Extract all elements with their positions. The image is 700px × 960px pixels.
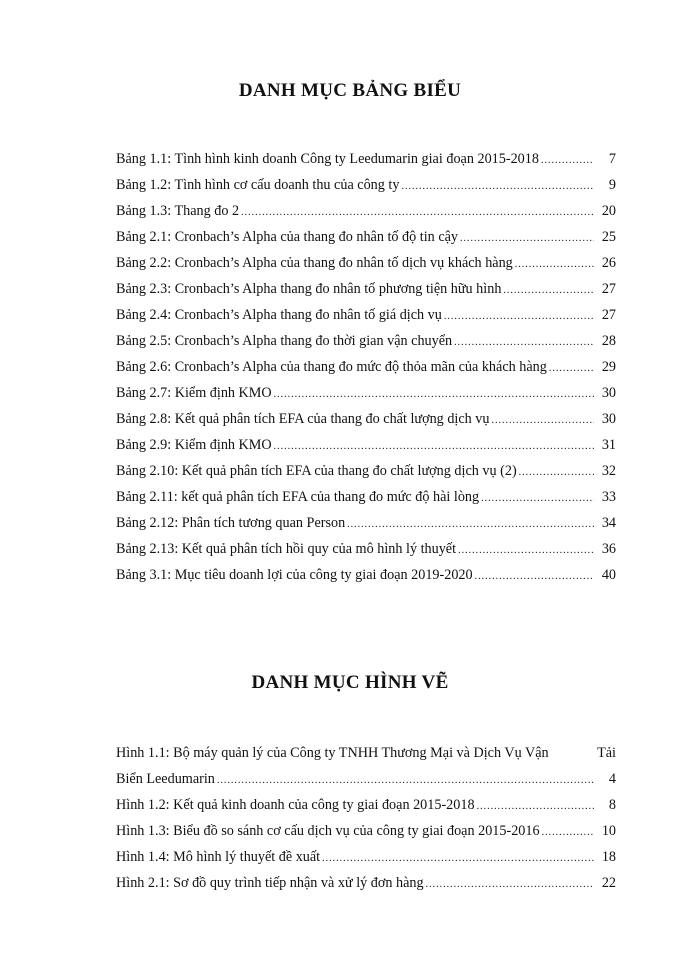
table-entry (116, 536, 616, 562)
table-entry (116, 510, 616, 536)
figure-entry-title-part3: Biển Leedumarin (116, 771, 215, 787)
figure-entry-title: Hình 1.4: Mô hình lý thuyết đề xuất (116, 849, 321, 865)
figure-entry-title-part2: Tải (597, 745, 616, 761)
figure-entry-page: 8 (608, 797, 616, 813)
table-entry (116, 198, 616, 224)
dot-leader (542, 820, 594, 846)
table-entry-title: Bảng 1.2: Tình hình cơ cấu doanh thu của công ty (116, 177, 400, 193)
table-entry-title: Bảng 2.2: Cronbach’s Alpha của thang đo nhân tố dịch vụ khách hàng (116, 255, 513, 271)
dot-leader (454, 330, 594, 356)
table-entry (116, 302, 616, 328)
table-entry (116, 562, 616, 588)
table-entry (116, 328, 616, 354)
table-entry-title: Bảng 2.4: Cronbach’s Alpha thang đo nhân tố giá dịch vụ (116, 307, 442, 323)
table-entry-title: Bảng 2.10: Kết quả phân tích EFA của thang đo chất lượng dịch vụ (2) (116, 463, 517, 479)
table-entry-page: 9 (608, 177, 616, 193)
table-entry-page: 20 (601, 203, 616, 219)
tables-list (116, 146, 616, 588)
figure-entry-page: 10 (601, 823, 616, 839)
table-entry-title: Bảng 2.6: Cronbach’s Alpha của thang đo mức độ thỏa mãn của khách hàng (116, 359, 547, 375)
table-entry (116, 380, 616, 406)
dot-leader (444, 304, 594, 330)
table-entry-page: 34 (601, 515, 616, 531)
table-entry-title: Bảng 1.3: Thang đo 2 (116, 203, 240, 219)
dot-leader (475, 564, 594, 590)
table-entry (116, 250, 616, 276)
table-entry-page: 32 (601, 463, 616, 479)
figure-entry-title: Hình 1.2: Kết quả kinh doanh của công ty giai đoạn 2015-2018 (116, 797, 475, 813)
table-entry-title: Bảng 2.13: Kết quả phân tích hồi quy của mô hình lý thuyết (116, 541, 457, 557)
dot-leader (458, 538, 594, 564)
table-entry-title: Bảng 1.1: Tình hình kinh doanh Công ty Leedumarin giai đoạn 2015-2018 (116, 151, 539, 167)
dot-leader (515, 252, 594, 278)
table-entry (116, 276, 616, 302)
figure-entry-title: Hình 1.3: Biểu đồ so sánh cơ cấu dịch vụ của công ty giai đoạn 2015-2016 (116, 823, 540, 839)
table-entry-page: 27 (601, 281, 616, 297)
dot-leader (519, 460, 594, 486)
table-entry-title: Bảng 2.8: Kết quả phân tích EFA của thang đo chất lượng dịch vụ (116, 411, 490, 427)
table-entry-title: Bảng 2.1: Cronbach’s Alpha của thang đo nhân tố độ tin cậy (116, 229, 459, 245)
table-entry (116, 354, 616, 380)
figure-entry (116, 844, 616, 870)
dot-leader (503, 278, 594, 304)
table-entry-page: 26 (601, 255, 616, 271)
figure-entry (116, 818, 616, 844)
figure-entry-wrapped-line1 (116, 740, 616, 766)
table-entry-title: Bảng 2.3: Cronbach’s Alpha thang đo nhân tố phương tiện hữu hình (116, 281, 502, 297)
dot-leader (322, 846, 594, 872)
table-entry (116, 432, 616, 458)
figure-entry (116, 792, 616, 818)
table-entry (116, 406, 616, 432)
table-entry (116, 146, 616, 172)
dot-leader (401, 174, 594, 200)
dot-leader (241, 200, 594, 226)
figure-entry-page: 18 (601, 849, 616, 865)
dot-leader (477, 794, 594, 820)
table-entry-title: Bảng 2.11: kết quả phân tích EFA của thang đo mức độ hài lòng (116, 489, 480, 505)
dot-leader (426, 872, 594, 898)
figure-entry-title-part1: Hình 1.1: Bộ máy quản lý của Công ty TNHH Thương Mại và Dịch Vụ Vận (116, 745, 549, 761)
figures-list (116, 740, 616, 896)
table-entry (116, 484, 616, 510)
dot-leader (481, 486, 594, 512)
dot-leader (217, 768, 594, 794)
table-entry-page: 30 (601, 385, 616, 401)
table-entry-title: Bảng 2.5: Cronbach’s Alpha thang đo thời gian vận chuyển (116, 333, 453, 349)
table-entry-page: 7 (608, 151, 616, 167)
figures-heading: DANH MỤC HÌNH VẼ (251, 672, 449, 693)
table-entry-title: Bảng 3.1: Mục tiêu doanh lợi của công ty giai đoạn 2019-2020 (116, 567, 473, 583)
table-entry-page: 40 (601, 567, 616, 583)
dot-leader (491, 408, 594, 434)
table-entry-page: 27 (601, 307, 616, 323)
table-entry-page: 28 (601, 333, 616, 349)
dot-leader (541, 148, 594, 174)
table-entry (116, 172, 616, 198)
table-entry-title: Bảng 2.7: Kiểm định KMO (116, 385, 272, 401)
figure-entry-page: 4 (608, 771, 616, 787)
figure-entry-page: 22 (601, 875, 616, 891)
dot-leader (347, 512, 594, 538)
dot-leader (274, 382, 594, 408)
dot-leader (549, 356, 594, 382)
table-entry-page: 31 (601, 437, 616, 453)
table-entry-title: Bảng 2.9: Kiểm định KMO (116, 437, 272, 453)
dot-leader (274, 434, 594, 460)
figure-entry-wrapped-line2 (116, 766, 616, 792)
dot-leader (460, 226, 594, 252)
table-entry-page: 36 (601, 541, 616, 557)
table-entry-page: 30 (601, 411, 616, 427)
table-entry-page: 29 (601, 359, 616, 375)
table-entry (116, 458, 616, 484)
tables-heading: DANH MỤC BẢNG BIỂU (238, 80, 462, 101)
table-entry-page: 33 (601, 489, 616, 505)
table-entry-title: Bảng 2.12: Phân tích tương quan Person (116, 515, 346, 531)
table-entry (116, 224, 616, 250)
figure-entry-title: Hình 2.1: Sơ đồ quy trình tiếp nhận và xử lý đơn hàng (116, 875, 424, 891)
figure-entry (116, 870, 616, 896)
table-entry-page: 25 (601, 229, 616, 245)
